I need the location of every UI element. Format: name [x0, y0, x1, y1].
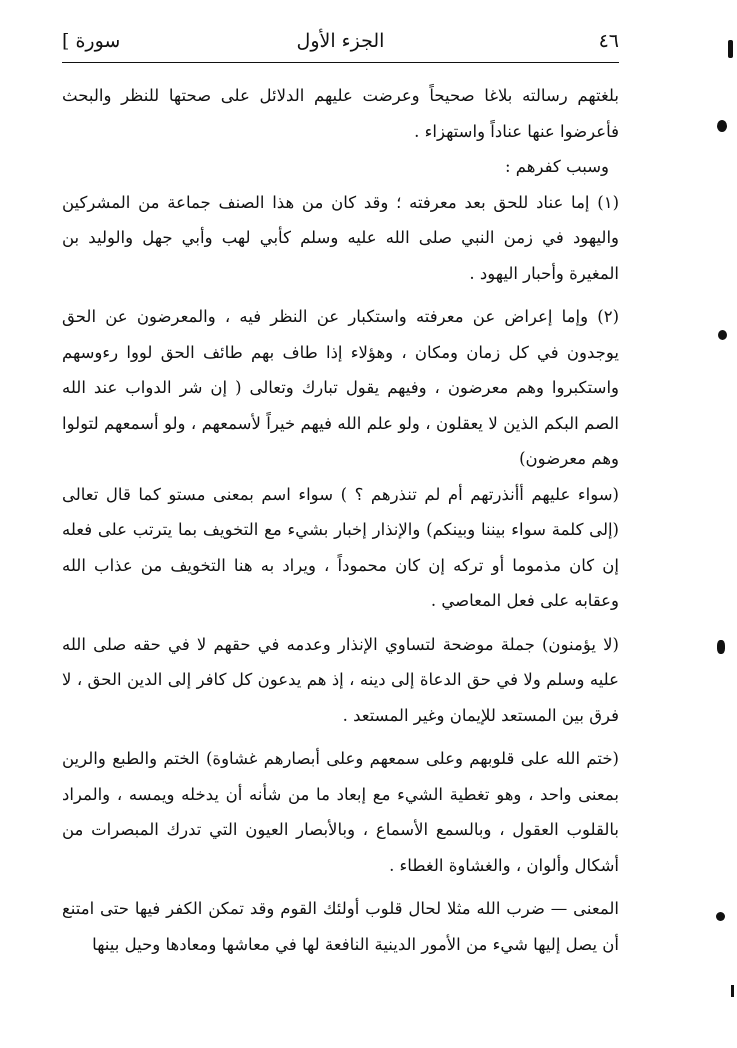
part-title: الجزء الأول [296, 30, 385, 52]
paragraph: وسبب كفرهم : [504, 157, 609, 176]
scan-speck [731, 985, 734, 997]
paragraph: (٢) وإما إعراض عن معرفته واستكبار عن النظر فيه ، والمعرضون عن الحق يوجدون في كل زمان ومكان ، وهؤلاء إذا طاف بهم طائف الحق لووا رءوسهم واستكبروا وهم معرضون ، وفيهم يقول تبارك وتعالى ( إن شر الدواب عند الله الصم البكم الذين لا يعقلون ، ولو علم الله فيهم خيراً لأسمعهم ، ولو أسمعهم لتولوا وهم معرضون) [62, 307, 619, 468]
paragraph: (ختم الله على قلوبهم وعلى سمعهم وعلى أبصارهم غشاوة) الختم والطبع والرين بمعنى واحد ، وهو تغطية الشيء مع إبعاد ما من شأنه أن يدخله ويمسه ، والمراد بالقلوب العقول ، وبالسمع الأسماع ، وبالأبصار العيون التي تدرك المبصرات من أشكال وألوان ، والغشاوة الغطاء . [62, 749, 619, 875]
page-body [62, 78, 619, 962]
surah-label: [ سورة [62, 30, 121, 52]
page-header [62, 28, 619, 60]
page-number: ٤٦ [598, 30, 619, 52]
scan-speck [717, 640, 725, 654]
paragraph: المعنى — ضرب الله مثلا لحال قلوب أولئك القوم وقد تمكن الكفر فيها حتى امتنع أن يصل إليها شيء من الأمور الدينية النافعة لها في معاشها ومعادها وحيل بينها [62, 899, 619, 954]
paragraph: (١) إما عناد للحق بعد معرفته ؛ وقد كان من هذا الصنف جماعة من المشركين واليهود في زمن النبي صلى الله عليه وسلم كأبي لهب وأبي جهل والوليد بن المغيرة وأحبار اليهود . [62, 192, 619, 283]
scan-speck [717, 120, 727, 132]
paragraph: (لا يؤمنون) جملة موضحة لتساوي الإنذار وعدمه في حقهم لا في حقه صلى الله عليه وسلم ولا في حق الدعاة إلى دينه ، إذ هم يدعون كل كافر إلى الدين الحق ، لا فرق بين المستعد للإيمان وغير المستعد . [62, 634, 619, 725]
paragraph: بلغتهم رسالته بلاغا صحيحاً وعرضت عليهم الدلائل على صحتها للنظر والبحث فأعرضوا عنها عناداً واستهزاء . [62, 86, 619, 141]
paragraph: (سواء عليهم أأنذرتهم أم لم تنذرهم ؟ ) سواء اسم بمعنى مستو كما قال تعالى (إلى كلمة سواء بيننا وبينكم) والإنذار إخبار بشيء مع التخويف بما يترتب على فعله إن كان مذموما أو تركه إن كان محموداً ، ويراد به هنا التخويف من عذاب الله وعقابه على فعل المعاصي . [62, 484, 619, 610]
scan-speck [718, 330, 727, 340]
scan-speck [716, 912, 725, 921]
scan-speck [728, 40, 733, 58]
header-rule [62, 62, 619, 63]
